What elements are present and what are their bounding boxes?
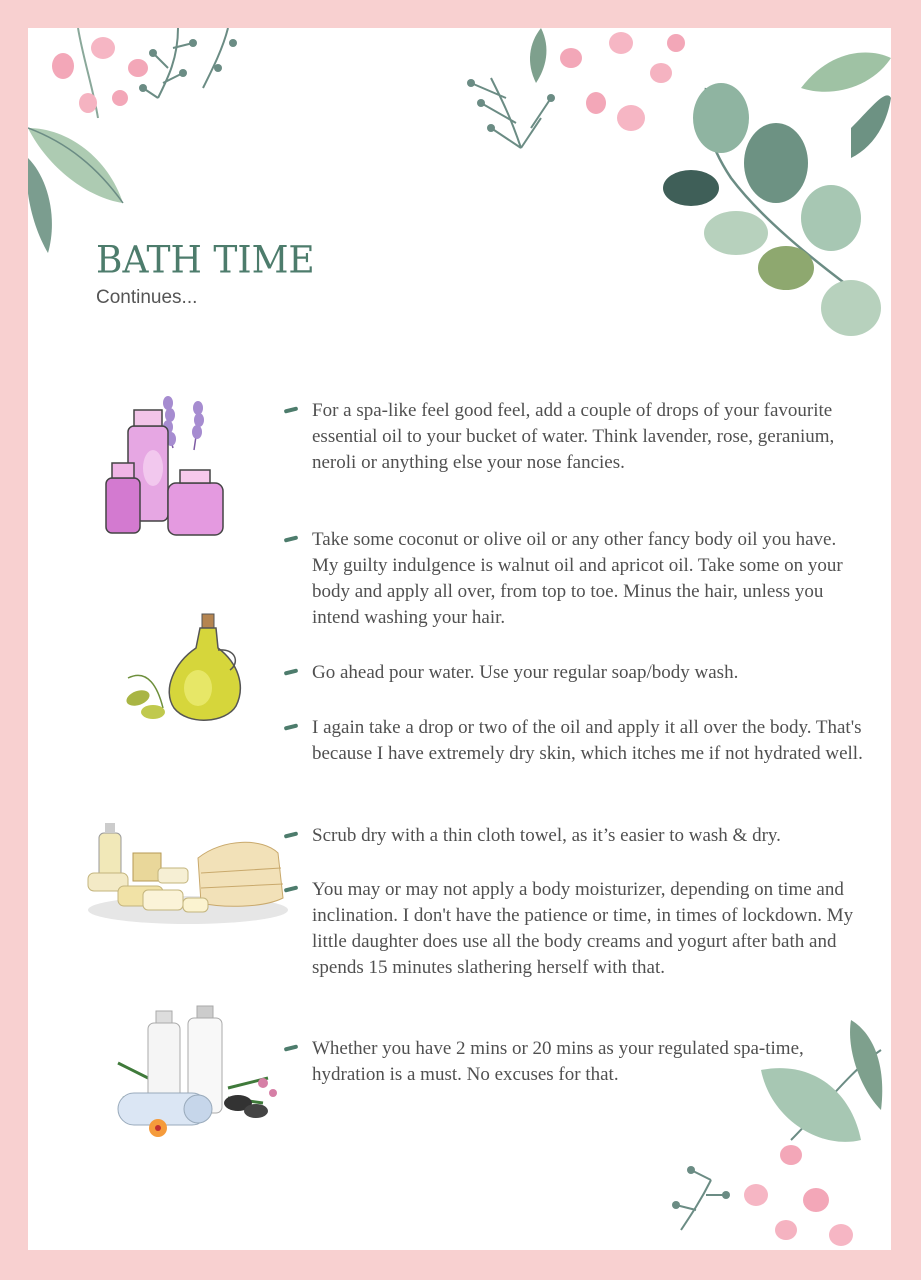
notebook-page (28, 28, 891, 1250)
lotion-towel-illustration (88, 1003, 298, 1148)
bullet-dash-icon (284, 1044, 299, 1051)
list-item: Take some coconut or olive oil or any other fancy body oil you have. My guilty indulgence is walnut oil and apricot oil. Take some on your body and apply all over, from top to toe. Minus the hair, unless you intend washing your hair. (284, 527, 864, 631)
list-item: I again take a drop or two of the oil and apply it all over the body. That's because I have extremely dry skin, which itches me if not hydrated well. (284, 715, 864, 767)
bullet-dash-icon (284, 723, 299, 730)
list-item: For a spa-like feel good feel, add a couple of drops of your favourite essential oil to your bucket of water. Think lavender, rose, geranium, neroli or anything else your nose fancies. (284, 398, 864, 476)
essential-oil-bottles-illustration (98, 388, 258, 548)
floral-decoration-top-left (28, 28, 288, 268)
floral-decoration-top-right (431, 28, 891, 338)
bullet-dash-icon (284, 406, 299, 413)
page-title: BATH TIME (96, 238, 315, 283)
list-item: You may or may not apply a body moisturizer, depending on time and inclination. I don't have the patience or time, in times of lockdown. My little daughter does use all the body creams and yogurt after bath and spends 15 minutes slathering herself with that. (284, 877, 864, 981)
page-subtitle: Continues... (96, 287, 198, 308)
soap-towel-illustration (83, 818, 293, 928)
list-item: Scrub dry with a thin cloth towel, as it’s easier to wash & dry. (284, 823, 864, 849)
bullet-dash-icon (284, 831, 299, 838)
bullet-dash-icon (284, 668, 299, 675)
olive-oil-jar-illustration (118, 608, 258, 728)
list-item: Whether you have 2 mins or 20 mins as your regulated spa-time, hydration is a must. No excuses for that. (284, 1036, 864, 1088)
bullet-dash-icon (284, 885, 299, 892)
bullet-dash-icon (284, 535, 299, 542)
list-item: Go ahead pour water. Use your regular soap/body wash. (284, 660, 864, 686)
spiral-binding (880, 0, 921, 1280)
